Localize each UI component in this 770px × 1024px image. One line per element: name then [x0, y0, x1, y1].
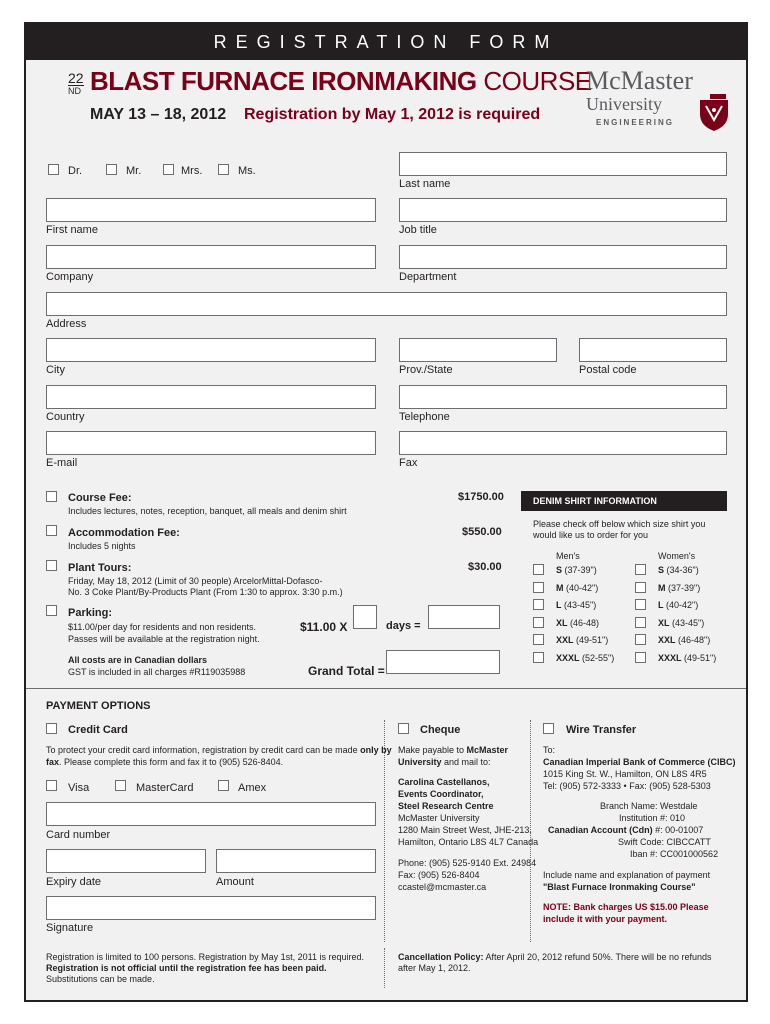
cancel-text-2: May 1, 2012.	[418, 963, 471, 973]
womens-size-code: S	[658, 565, 665, 575]
postal-code-label: Postal code	[579, 364, 637, 376]
checkbox-mens-size-0[interactable]	[533, 564, 544, 575]
signature-label: Signature	[46, 922, 94, 934]
company-label: Company	[46, 271, 94, 283]
cheque-desc-2a: University	[398, 757, 442, 767]
checkbox-amex[interactable]	[218, 780, 229, 791]
city-field[interactable]	[46, 338, 376, 362]
payment-column-divider-2	[530, 720, 531, 942]
last-name-label: Last name	[399, 178, 451, 190]
course-fee-label: Course Fee:	[68, 492, 132, 504]
checkbox-plant-tours[interactable]	[46, 560, 57, 571]
fax-label: Fax	[399, 457, 418, 469]
contact-addr-2: Hamilton, Ontario L8S 4L7 Canada	[398, 837, 539, 847]
department-label: Department	[399, 271, 457, 283]
womens-size-code: XXXL	[658, 652, 682, 663]
city-label: City	[46, 364, 65, 376]
parking-desc-2: Passes will be available at the registration night.	[68, 634, 260, 644]
shirt-info-heading: DENIM SHIRT INFORMATION	[521, 491, 727, 511]
checkbox-womens-size-5[interactable]	[635, 652, 646, 663]
grand-total-field[interactable]	[386, 650, 500, 674]
wire-swift: Swift Code: CIBCCATT	[618, 837, 711, 847]
wire-account-number: #: 00-01007	[652, 825, 704, 835]
plant-tours-price: $30.00	[468, 561, 502, 573]
womens-size-range: (40-42")	[663, 600, 699, 610]
checkbox-dr[interactable]	[48, 164, 59, 175]
credit-card-label: Credit Card	[68, 724, 128, 736]
mens-size-label	[556, 565, 597, 575]
cheque-label: Cheque	[420, 724, 461, 736]
first-name-field[interactable]	[46, 198, 376, 222]
card-number-field[interactable]	[46, 802, 376, 826]
amount-label: Amount	[216, 876, 254, 888]
contact-dept: Steel Research Centre	[398, 801, 494, 811]
gst-note: GST is included in all charges #R119035988	[68, 667, 246, 677]
checkbox-womens-size-2[interactable]	[635, 599, 646, 610]
card-number-label: Card number	[46, 829, 111, 841]
edition-suffix: ND	[68, 85, 84, 96]
accommodation-label: Accommodation Fee:	[68, 527, 180, 539]
course-dates: MAY 13 – 18, 2012	[90, 106, 227, 123]
womens-size-range: (46-48")	[675, 635, 711, 645]
course-fee-price: $1750.00	[458, 491, 504, 503]
checkbox-womens-size-1[interactable]	[635, 582, 646, 593]
mens-size-label	[556, 653, 614, 663]
mcmaster-crest-icon	[696, 94, 732, 132]
credit-desc-2a: fax	[46, 757, 60, 767]
wire-ref-1: Include name and explanation of payment	[543, 870, 711, 880]
contact-email[interactable]: ccastel@mcmaster.ca	[398, 882, 487, 892]
email-field[interactable]	[46, 431, 376, 455]
mens-size-range: (49-51")	[573, 635, 609, 645]
mens-size-range: (40-42")	[563, 582, 599, 593]
footer-column-divider	[384, 948, 385, 988]
form-frame	[24, 22, 748, 1002]
form-title: REGISTRATION FORM	[26, 24, 746, 60]
mens-size-label	[556, 635, 608, 645]
expiry-date-field[interactable]	[46, 849, 206, 873]
address-label: Address	[46, 318, 87, 330]
mens-size-label	[556, 600, 596, 610]
credit-desc-1b: only by	[360, 745, 392, 755]
mens-size-range: (37-39")	[562, 565, 597, 575]
mens-size-code: XXL	[556, 635, 574, 645]
wire-ref-2: "Blast Furnace Ironmaking Course"	[543, 882, 696, 892]
wire-account-label: Canadian Account (Cdn)	[548, 825, 653, 835]
address-field[interactable]	[46, 292, 727, 316]
contact-phone: Phone: (905) 525-9140 Ext. 24984	[398, 858, 537, 868]
wire-note-1: NOTE: Bank charges US $15.00 Please	[543, 902, 709, 912]
company-field[interactable]	[46, 245, 376, 269]
womens-size-code: M	[658, 582, 666, 593]
checkbox-mr[interactable]	[106, 164, 117, 175]
visa-label: Visa	[68, 782, 90, 794]
parking-total-field[interactable]	[428, 605, 500, 629]
checkbox-mastercard[interactable]	[115, 780, 126, 791]
course-title	[90, 66, 592, 97]
credit-desc-1a: To protect your credit card information, registration by credit card can be made	[46, 745, 361, 755]
job-title-field[interactable]	[399, 198, 727, 222]
checkbox-wire-transfer[interactable]	[543, 723, 554, 734]
womens-size-label	[658, 583, 700, 593]
checkbox-ms[interactable]	[218, 164, 229, 175]
cheque-desc-1a: Make payable to	[398, 745, 467, 755]
shirt-instructions-1: Please check off below which size shirt you	[533, 519, 706, 529]
edition-number	[68, 72, 84, 96]
limit-d: Substitutions can be made.	[46, 974, 155, 984]
plant-tours-label: Plant Tours:	[68, 562, 132, 574]
mens-size-code: M	[556, 582, 564, 593]
course-title-light: COURSE	[483, 66, 592, 96]
checkbox-visa[interactable]	[46, 780, 57, 791]
credit-desc-2b: . Please complete this form and fax it to (905) 526-8404.	[59, 757, 284, 767]
wire-iban: Iban #: CC001000562	[630, 849, 719, 859]
credit-card-desc-1	[46, 745, 392, 756]
country-label: Country	[46, 411, 85, 423]
cheque-desc-2b: and mail to:	[441, 757, 491, 767]
edition-num: 22	[68, 70, 84, 86]
parking-desc-1: $11.00/per day for residents and non residents.	[68, 622, 256, 632]
mens-size-range: (43-45")	[561, 600, 597, 610]
amount-field[interactable]	[216, 849, 376, 873]
checkbox-course-fee[interactable]	[46, 491, 57, 502]
credit-card-desc-2	[46, 757, 283, 768]
last-name-field[interactable]	[399, 152, 727, 176]
department-field[interactable]	[399, 245, 727, 269]
cancel-label: Cancellation Policy:	[398, 952, 484, 962]
country-field[interactable]	[46, 385, 376, 409]
mcmaster-logo	[586, 66, 746, 132]
registration-limit-note	[46, 952, 376, 985]
mens-size-code: XL	[556, 617, 568, 628]
contact-name: Carolina Castellanos,	[398, 777, 490, 787]
parking-days-label: days =	[386, 620, 421, 632]
parking-rate: $11.00 X	[300, 620, 348, 634]
checkbox-credit-card[interactable]	[46, 723, 57, 734]
checkbox-womens-size-0[interactable]	[635, 564, 646, 575]
payment-column-divider-1	[384, 720, 385, 942]
contact-addr-1: 1280 Main Street West, JHE-213,	[398, 825, 532, 835]
womens-size-label	[658, 618, 704, 628]
job-title-label: Job title	[399, 224, 437, 236]
logo-university: University	[586, 94, 662, 114]
womens-size-label	[658, 653, 716, 663]
cheque-desc-2	[398, 757, 491, 768]
wire-bank: Canadian Imperial Bank of Commerce (CIBC)	[543, 757, 736, 767]
checkbox-mens-size-3[interactable]	[533, 617, 544, 628]
womens-size-code: XXL	[658, 635, 676, 645]
womens-size-range: (37-39")	[665, 582, 701, 593]
email-label: E-mail	[46, 457, 78, 469]
postal-code-field[interactable]	[579, 338, 727, 362]
mens-size-range: (52-55")	[579, 652, 615, 663]
wire-to: To:	[543, 745, 556, 755]
mens-size-range: (46-48)	[567, 617, 600, 628]
checkbox-womens-size-3[interactable]	[635, 617, 646, 628]
cancellation-policy	[398, 952, 728, 974]
telephone-label: Telephone	[399, 411, 450, 423]
womens-size-range: (49-51")	[681, 652, 717, 663]
limit-c: is not official until the registration fee has been paid.	[101, 963, 327, 973]
cheque-desc-1b: McMaster	[466, 745, 509, 755]
checkbox-parking[interactable]	[46, 605, 57, 616]
womens-size-label	[658, 565, 699, 575]
wire-account	[548, 825, 703, 836]
mastercard-label: MasterCard	[136, 782, 194, 794]
plant-tours-desc-1: Friday, May 18, 2012 (Limit of 30 people) ArcelorMittal-Dofasco-	[68, 576, 323, 586]
mens-size-code: S	[556, 565, 563, 575]
checkbox-cheque[interactable]	[398, 723, 409, 734]
womens-size-code: XL	[658, 617, 670, 628]
prov-state-label: Prov./State	[399, 364, 453, 376]
womens-size-range: (43-45")	[669, 617, 705, 628]
mens-size-label	[556, 583, 598, 593]
limit-a: Registration is limited to 100 persons. Registration by May 1st, 2011 is required.	[46, 952, 364, 962]
payment-divider	[26, 688, 746, 689]
amex-label: Amex	[238, 782, 267, 794]
checkbox-mrs[interactable]	[163, 164, 174, 175]
telephone-field[interactable]	[399, 385, 727, 409]
checkbox-mens-size-5[interactable]	[533, 652, 544, 663]
checkbox-mens-size-1[interactable]	[533, 582, 544, 593]
first-name-label: First name	[46, 224, 98, 236]
parking-label: Parking:	[68, 607, 113, 619]
contact-fax: Fax: (905) 526-8404	[398, 870, 480, 880]
wire-transfer-label: Wire Transfer	[566, 724, 637, 736]
womens-size-range: (34-36")	[664, 565, 699, 575]
checkbox-accommodation[interactable]	[46, 525, 57, 536]
accommodation-price: $550.00	[462, 526, 502, 538]
mens-size-label	[556, 618, 599, 628]
expiry-date-label: Expiry date	[46, 876, 102, 888]
womens-size-code: L	[658, 600, 664, 610]
salutation-mr: Mr.	[126, 165, 142, 177]
course-fee-desc: Includes lectures, notes, reception, banquet, all meals and denim shirt	[68, 506, 347, 516]
parking-days-field[interactable]	[353, 605, 377, 629]
contact-title: Events Coordinator,	[398, 789, 484, 799]
salutation-dr: Dr.	[68, 165, 83, 177]
wire-institution: Institution #: 010	[619, 813, 686, 823]
prov-state-field[interactable]	[399, 338, 557, 362]
contact-org: McMaster University	[398, 813, 480, 823]
womens-size-label	[658, 635, 710, 645]
cheque-desc-1	[398, 745, 508, 756]
grand-total-label: Grand Total =	[308, 664, 385, 678]
logo-mcmaster: McMaster	[586, 66, 693, 95]
salutation-mrs: Mrs.	[181, 165, 203, 177]
plant-tours-desc-2: No. 3 Coke Plant/By-Products Plant (From 1:30 to approx. 3:30 p.m.)	[68, 587, 343, 597]
checkbox-mens-size-2[interactable]	[533, 599, 544, 610]
wire-branch: Branch Name: Westdale	[600, 801, 698, 811]
mens-size-code: L	[556, 600, 562, 610]
wire-address: 1015 King St. W., Hamilton, ON L8S 4R5	[543, 769, 707, 779]
accommodation-desc: Includes 5 nights	[68, 541, 136, 551]
checkbox-mens-size-4[interactable]	[533, 634, 544, 645]
limit-b: Registration	[46, 963, 99, 973]
cancel-text-1: After April 20, 2012 refund 50%. There will be no refunds after	[398, 952, 712, 973]
mens-heading: Men's	[556, 551, 580, 561]
salutation-ms: Ms.	[238, 165, 256, 177]
payment-heading: PAYMENT OPTIONS	[46, 700, 151, 712]
course-title-bold: BLAST FURNACE IRONMAKING	[90, 66, 477, 96]
fax-field[interactable]	[399, 431, 727, 455]
womens-heading: Women's	[658, 551, 696, 561]
shirt-instructions-2: would like us to order for you	[533, 530, 649, 540]
registration-deadline: Registration by May 1, 2012 is required	[244, 106, 541, 123]
canadian-dollars-note: All costs are in Canadian dollars	[68, 655, 208, 665]
checkbox-womens-size-4[interactable]	[635, 634, 646, 645]
wire-tel: Tel: (905) 572-3333 • Fax: (905) 528-5303	[543, 781, 711, 791]
signature-field[interactable]	[46, 896, 376, 920]
logo-engineering: ENGINEERING	[596, 118, 675, 127]
wire-note-2: include it with your payment.	[543, 914, 668, 924]
womens-size-label	[658, 600, 698, 610]
mens-size-code: XXXL	[556, 652, 580, 663]
